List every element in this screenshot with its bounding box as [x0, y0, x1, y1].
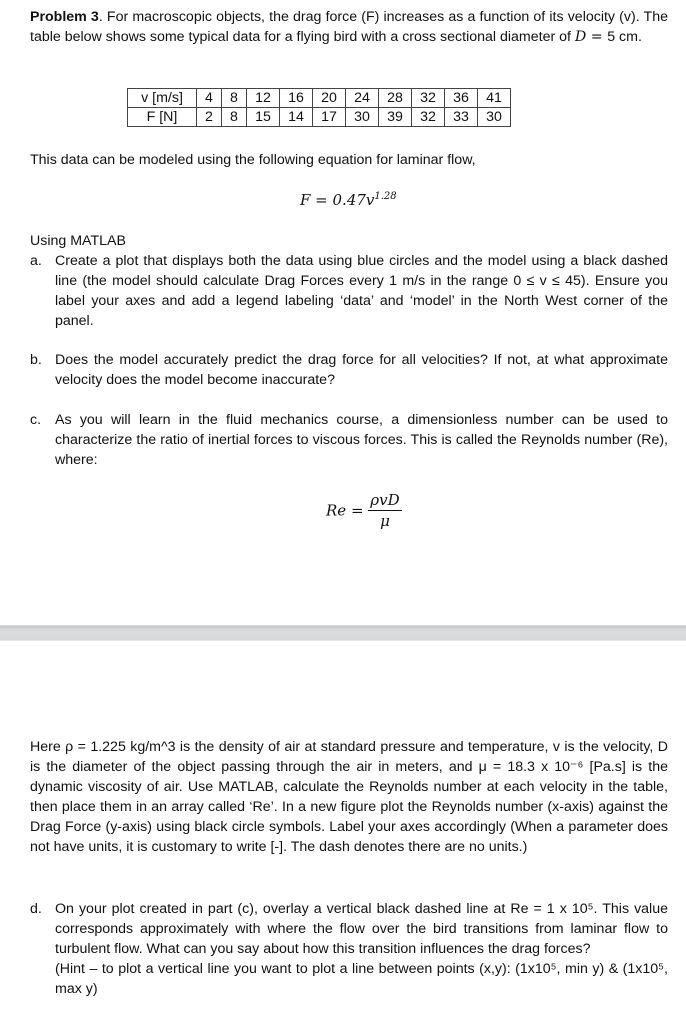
- table-cell: 30: [478, 108, 511, 127]
- part-c-label: c.: [30, 412, 42, 428]
- table-cell: 14: [280, 108, 313, 127]
- problem-statement: Problem 3. For macroscopic objects, the drag force (F) increases as a function of its velocity (v). The table below shows some typical data for a flying bird with a cross sectional diameter of D = 5 cm.: [30, 9, 668, 45]
- part-b-label: b.: [30, 352, 42, 368]
- table-row: [128, 108, 511, 127]
- table-cell: 32: [412, 108, 445, 127]
- table-cell: 36: [445, 89, 478, 108]
- part-c-text: As you will learn in the fluid mechanics course, a dimensionless number can be used to characterize the ratio of inertial forces to viscous forces. This is called the Reynolds number (Re), where:: [55, 412, 668, 468]
- table-cell: 17: [313, 108, 346, 127]
- reynolds-equation: Re = $\frac{\text{ρvD}}{\mu}$: [326, 491, 400, 530]
- part-d-text: On your plot created in part (c), overlay a vertical black dashed line at Re = 1 x 10⁵. This value corresponds approximately with where the flow over the bird transitions from laminar flow to turbulent flow. What can you say about how this transition influences the drag forces? (Hint – to plot a vertical line you want to plot a line between points (x,y): (1x10⁵, min y) & (1x10⁵, max y): [55, 901, 668, 997]
- problem-label: Problem 3: [30, 9, 99, 25]
- table-cell: 28: [379, 89, 412, 108]
- table-cell: 8: [222, 89, 247, 108]
- model-equation: $F = 0.47v^{1.28}$: [300, 191, 397, 209]
- table-cell: 12: [247, 89, 280, 108]
- row-header: F [N]: [128, 108, 197, 127]
- table-cell: 15: [247, 108, 280, 127]
- table-cell: 30: [346, 108, 379, 127]
- table-cell: 8: [222, 108, 247, 127]
- table-cell: 2: [197, 108, 222, 127]
- table-cell: 16: [280, 89, 313, 108]
- part-d-label: d.: [30, 901, 42, 917]
- data-table: [127, 88, 511, 127]
- part-a-text: Create a plot that displays both the data using blue circles and the model using a black dashed line (the model should calculate Drag Forces every 1 m/s in the range 0 ≤ v ≤ 45). Ensure you label your axes and add a legend labeling ‘data’ and ‘model’ in the North West corner of the panel.: [55, 253, 668, 329]
- using-matlab-heading: Using MATLAB: [30, 233, 126, 249]
- table-cell: 4: [197, 89, 222, 108]
- table-cell: 41: [478, 89, 511, 108]
- page-break: [0, 625, 686, 641]
- part-d-hint: (Hint – to plot a vertical line you want to plot a line between points (x,y): (1x10⁵, min y) & (1x10⁵, max y): [55, 961, 668, 997]
- table-cell: 39: [379, 108, 412, 127]
- table-cell: 33: [445, 108, 478, 127]
- table-cell: 24: [346, 89, 379, 108]
- table-cell: 32: [412, 89, 445, 108]
- table-row: [128, 89, 511, 108]
- table-cell: 20: [313, 89, 346, 108]
- row-header: v [m/s]: [128, 89, 197, 108]
- model-intro: This data can be modeled using the following equation for laminar flow,: [30, 152, 476, 168]
- part-b-text: Does the model accurately predict the drag force for all velocities? If not, at what approximate velocity does the model become inaccurate?: [55, 352, 668, 388]
- here-paragraph: Here ρ = 1.225 kg/m^3 is the density of air at standard pressure and temperature, v is the velocity, D is the diameter of the object passing through the air in meters, and μ = 18.3 x 10⁻⁶ [Pa.s] is the dynamic viscosity of air. Use MATLAB, calculate the Reynolds number at each velocity in the table, then place them in an array called ‘Re’. In a new figure plot the Reynolds number (x-axis) against the Drag Force (y-axis) using black circle symbols. Label your axes accordingly (When a parameter does not have units, it is customary to write [-]. The dash denotes there are no units.): [30, 739, 668, 855]
- part-a-label: a.: [30, 253, 42, 269]
